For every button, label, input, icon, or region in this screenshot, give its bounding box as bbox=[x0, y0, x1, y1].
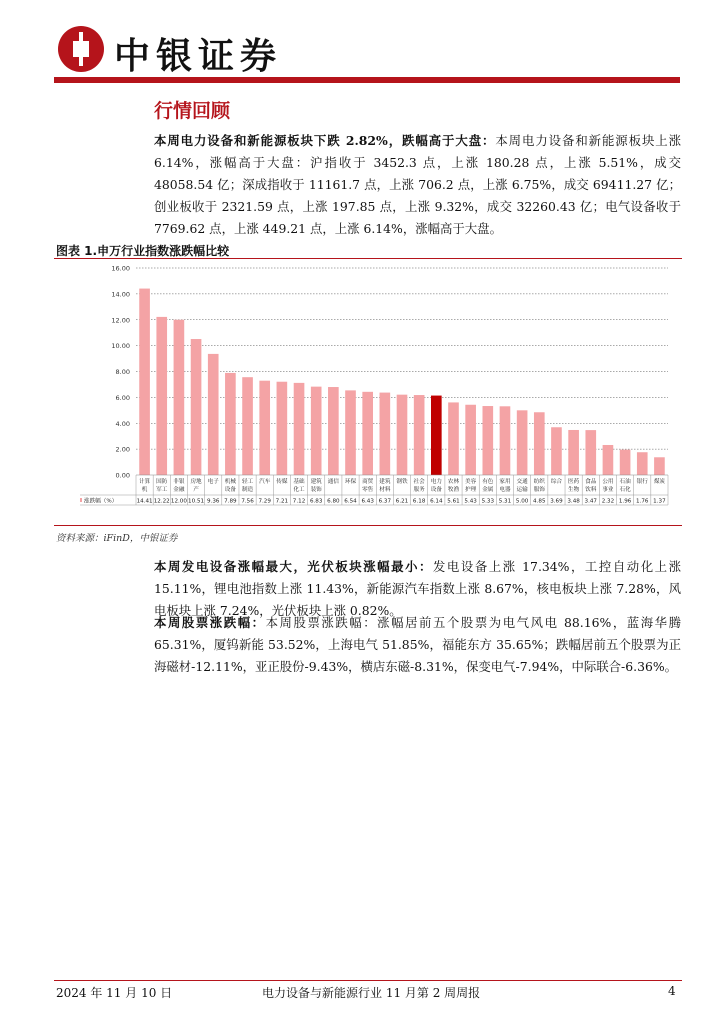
category-label: 传媒 bbox=[276, 479, 288, 485]
category-label: 牧渔 bbox=[447, 487, 460, 493]
sector-lead: 本周发电设备涨幅最大，光伏板块涨幅最小： bbox=[154, 559, 433, 574]
value-label: 6.83 bbox=[309, 498, 323, 505]
category-label: 环保 bbox=[344, 479, 357, 485]
chart-top-rule bbox=[54, 258, 682, 259]
category-label: 美容 bbox=[465, 479, 477, 485]
bar bbox=[328, 387, 339, 475]
category-label: 设备 bbox=[224, 487, 236, 493]
header-rule bbox=[54, 77, 680, 83]
value-label: 7.89 bbox=[224, 498, 237, 505]
category-label: 生物 bbox=[568, 487, 580, 493]
category-label: 食品 bbox=[585, 479, 597, 485]
value-label: 6.37 bbox=[378, 498, 392, 505]
value-label: 6.21 bbox=[395, 498, 409, 505]
category-label: 电力 bbox=[430, 479, 442, 485]
category-label: 农林 bbox=[447, 479, 460, 485]
value-label: 6.43 bbox=[361, 498, 374, 505]
category-label: 金属 bbox=[482, 487, 494, 493]
category-label: 交通 bbox=[516, 479, 528, 485]
bar bbox=[448, 402, 459, 475]
bar bbox=[362, 392, 373, 475]
bar bbox=[654, 457, 665, 475]
page-number: 4 bbox=[668, 984, 676, 998]
category-label: 化工 bbox=[293, 487, 305, 493]
category-label: 有色 bbox=[482, 479, 494, 485]
chart-source: 资料来源：iFinD，中银证券 bbox=[56, 533, 178, 544]
bar bbox=[620, 450, 631, 475]
stock-text: 本周股票涨跌幅：涨幅居前五个股票为电气风电 88.16%，蓝海华腾 65.31%，厦钨新能 53.52%，上海电气 51.85%，福能东方 35.65%；跌幅居前五个股票为正海磁材-12.11%，亚正股份-9.43%，横店东磁-8.31%，保变电气-7.94%，中际联合-6.36%。 bbox=[154, 615, 682, 674]
bar bbox=[517, 410, 528, 475]
bar bbox=[465, 405, 476, 475]
y-tick-label: 14.00 bbox=[111, 290, 130, 299]
category-label: 运输 bbox=[516, 487, 528, 493]
bar bbox=[603, 445, 614, 475]
bar bbox=[191, 339, 202, 475]
value-label: 5.43 bbox=[464, 498, 477, 505]
bar bbox=[259, 381, 270, 475]
category-label: 石化 bbox=[619, 487, 631, 493]
legend-swatch bbox=[80, 498, 82, 502]
category-label: 医药 bbox=[568, 479, 580, 485]
bar bbox=[139, 289, 150, 475]
category-label: 服务 bbox=[413, 487, 425, 493]
summary-lead: 本周电力设备和新能源板块下跌 2.82%，跌幅高于大盘： bbox=[154, 133, 496, 148]
value-label: 6.14 bbox=[430, 498, 443, 505]
category-label: 建筑 bbox=[310, 479, 322, 485]
category-label: 银行 bbox=[636, 479, 648, 485]
brand-name: 中银证券 bbox=[114, 36, 283, 77]
footer-title: 电力设备与新能源行业 11 月第 2 周周报 bbox=[262, 986, 481, 1000]
y-tick-label: 10.00 bbox=[111, 342, 130, 351]
category-label: 机械 bbox=[224, 479, 236, 485]
bar bbox=[380, 393, 391, 475]
y-tick-label: 0.00 bbox=[115, 471, 130, 480]
category-label: 石油 bbox=[619, 479, 631, 485]
category-label: 公用 bbox=[602, 479, 614, 485]
bar bbox=[345, 390, 356, 475]
category-label: 材料 bbox=[379, 487, 391, 493]
category-label: 制造 bbox=[241, 487, 254, 493]
bar bbox=[294, 383, 305, 475]
category-label: 国防 bbox=[156, 479, 168, 485]
category-label: 汽车 bbox=[259, 479, 271, 485]
value-label: 4.85 bbox=[533, 498, 546, 505]
value-label: 5.00 bbox=[515, 498, 529, 505]
value-label: 7.56 bbox=[241, 498, 254, 505]
value-label: 5.31 bbox=[498, 498, 512, 505]
chart-title: 图表 1.申万行业指数涨跌幅比较 bbox=[56, 244, 230, 258]
value-label: 5.61 bbox=[447, 498, 460, 505]
bar bbox=[568, 430, 579, 475]
category-label: 商贸 bbox=[362, 479, 374, 485]
category-label: 军工 bbox=[156, 487, 168, 493]
value-label: 6.54 bbox=[344, 498, 357, 505]
value-label: 12.22 bbox=[153, 498, 170, 505]
category-label: 饮料 bbox=[585, 487, 597, 493]
bar bbox=[551, 427, 562, 475]
value-label: 1.76 bbox=[636, 498, 649, 505]
value-label: 10.51 bbox=[188, 498, 205, 505]
bar bbox=[174, 320, 185, 475]
y-tick-label: 16.00 bbox=[111, 264, 130, 273]
footer-date: 2024 年 11 月 10 日 bbox=[56, 986, 173, 1000]
value-label: 1.96 bbox=[618, 498, 632, 505]
value-label: 9.36 bbox=[206, 498, 220, 505]
bar bbox=[156, 317, 167, 475]
industry-bar-chart bbox=[80, 260, 680, 506]
bar bbox=[431, 396, 442, 475]
bar bbox=[500, 406, 511, 475]
bar bbox=[637, 452, 648, 475]
category-label: 房地 bbox=[190, 479, 202, 485]
category-label: 事业 bbox=[602, 487, 614, 493]
value-label: 7.21 bbox=[275, 498, 289, 505]
category-label: 护理 bbox=[465, 487, 477, 493]
category-label: 非银 bbox=[173, 479, 185, 485]
bar bbox=[311, 387, 322, 475]
bar bbox=[225, 373, 236, 475]
value-label: 3.69 bbox=[550, 498, 563, 505]
bar bbox=[242, 377, 253, 475]
value-label: 6.80 bbox=[327, 498, 340, 505]
category-label: 轻工 bbox=[241, 479, 254, 485]
category-label: 煤炭 bbox=[653, 479, 666, 485]
category-label: 基础 bbox=[293, 479, 305, 485]
table-row-label: 涨跌幅（%） bbox=[84, 498, 118, 505]
chart-bottom-rule bbox=[54, 525, 682, 526]
value-label: 7.29 bbox=[258, 498, 271, 505]
y-tick-label: 8.00 bbox=[115, 368, 130, 376]
category-label: 机 bbox=[141, 487, 148, 493]
category-label: 家用 bbox=[499, 479, 511, 485]
value-label: 14.41 bbox=[136, 498, 153, 505]
bar bbox=[397, 395, 408, 475]
bar bbox=[277, 382, 288, 475]
category-label: 综合 bbox=[550, 479, 563, 485]
bar bbox=[208, 354, 219, 475]
stock-lead: 本周股票涨跌幅： bbox=[154, 615, 266, 630]
category-label: 产 bbox=[193, 487, 199, 493]
value-label: 7.12 bbox=[292, 498, 306, 505]
bar bbox=[585, 430, 596, 475]
category-label: 纺织 bbox=[533, 479, 545, 485]
y-tick-label: 2.00 bbox=[115, 445, 130, 454]
bar bbox=[534, 412, 545, 475]
value-label: 2.32 bbox=[601, 498, 615, 505]
category-label: 设备 bbox=[430, 487, 442, 493]
category-label: 金融 bbox=[173, 487, 185, 493]
y-tick-label: 6.00 bbox=[115, 393, 130, 402]
bar bbox=[482, 406, 493, 475]
section-title: 行情回顾 bbox=[154, 100, 231, 122]
y-tick-label: 4.00 bbox=[115, 419, 130, 428]
summary-paragraph bbox=[154, 130, 681, 240]
category-label: 电器 bbox=[499, 487, 511, 493]
sector-text: 发电设备上涨 17.34%，工控自动化上涨 15.11%，锂电池指数上涨 11.43%，新能源汽车指数上涨 8.67%，核电板块上涨 7.28%，风电板块上涨 7.24%，光伏板块上涨 0.82%。 bbox=[154, 559, 682, 618]
category-label: 服饰 bbox=[533, 487, 545, 493]
category-label: 社会 bbox=[413, 479, 425, 485]
summary-text: 本周电力设备和新能源板块上涨 6.14%，涨幅高于大盘：沪指收于 3452.3 点，上涨 180.28 点，上涨 5.51%，成交 48058.54 亿；深成指收于 11161.7 点，上涨 706.2 点，上涨 6.75%，成交 69411.27 亿；创业板收于 2321.59 点，上涨 197.85 点，上涨 9.32%，成交 32260.43 亿；电气设备收于 7769.62 点，上涨 449.21 点，上涨 6.14%，涨幅高于大盘。 bbox=[154, 133, 682, 236]
y-tick-label: 12.00 bbox=[111, 316, 130, 325]
value-label: 5.33 bbox=[481, 498, 495, 505]
category-label: 钢铁 bbox=[396, 479, 408, 485]
value-label: 12.00 bbox=[170, 498, 187, 505]
category-label: 电子 bbox=[207, 479, 219, 485]
value-label: 1.37 bbox=[653, 498, 666, 505]
value-label: 3.47 bbox=[584, 498, 598, 505]
category-label: 建筑 bbox=[379, 479, 391, 485]
category-label: 零售 bbox=[362, 487, 374, 493]
bar bbox=[414, 395, 425, 475]
category-label: 装饰 bbox=[310, 487, 322, 493]
value-label: 3.48 bbox=[567, 498, 580, 505]
category-label: 通信 bbox=[327, 479, 339, 485]
stock-paragraph bbox=[154, 612, 681, 678]
value-label: 6.18 bbox=[412, 498, 426, 505]
company-logo-icon bbox=[58, 26, 104, 72]
category-label: 计算 bbox=[138, 479, 151, 485]
footer-rule bbox=[54, 980, 682, 981]
